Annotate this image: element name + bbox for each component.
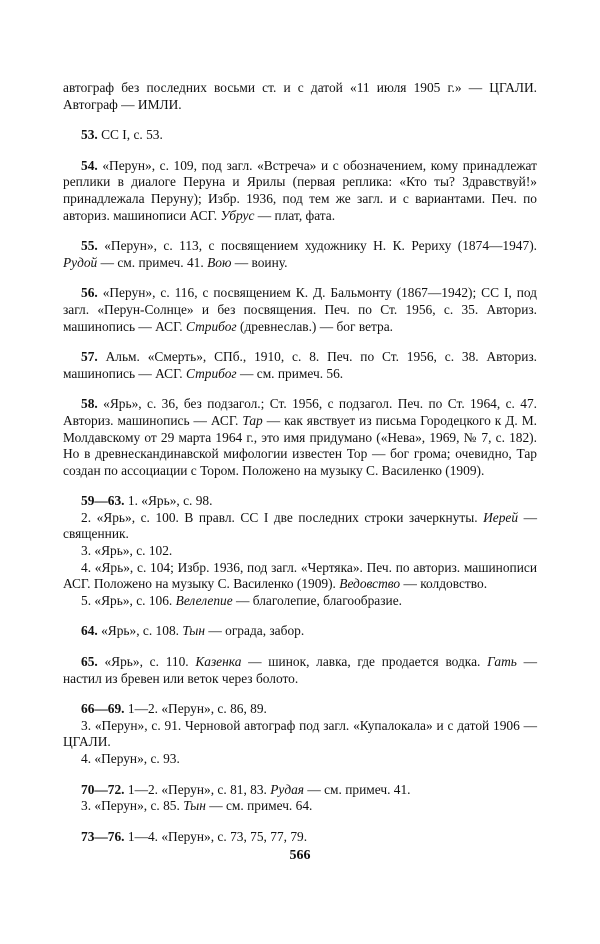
note-number: 58.: [81, 396, 98, 412]
note-entry: [63, 238, 537, 271]
note-text: — благолепие, благообразие.: [232, 592, 402, 608]
note-paragraph: [63, 560, 537, 593]
note-paragraph: [63, 701, 537, 718]
italic-term: Ведовство: [339, 576, 401, 592]
italic-term: Вою: [207, 254, 232, 270]
note-text: 3. «Ярь», с. 102.: [81, 543, 173, 559]
note-paragraph: [63, 238, 537, 271]
italic-term: Гать: [487, 654, 517, 670]
note-paragraph: [63, 718, 537, 751]
note-text: «Ярь», с. 36, без подзагол.; Ст. 1956, с подзагол. Печ. по Ст. 1964, с. 47. Авториз. машинопись — АСГ.: [63, 396, 537, 428]
note-number: 55.: [81, 238, 98, 254]
note-text: «Ярь», с. 108.: [97, 623, 183, 639]
italic-term: Велелепие: [175, 592, 233, 608]
note-entry: [63, 701, 537, 767]
notes-body: [63, 80, 537, 859]
note-text: — воину.: [231, 254, 288, 270]
note-number: 66—69.: [81, 701, 125, 717]
note-text: 4. «Перун», с. 93.: [81, 751, 180, 766]
note-text: — плат, фата.: [254, 207, 336, 223]
note-number: 73—76.: [81, 828, 125, 844]
note-entry: [63, 782, 537, 815]
note-entry: [63, 493, 537, 609]
note-text: — см. примеч. 56.: [236, 365, 344, 381]
italic-term: Иерей: [483, 509, 519, 525]
note-number: 70—72.: [81, 781, 125, 797]
note-text: 1—2. «Перун», с. 86, 89.: [124, 701, 267, 717]
note-text: 4. «Ярь», с. 104; Избр. 1936, под загл. «Чертяка». Печ. по авториз. машинописи АСГ. Положено на музыку С. Василенко (1909).: [63, 559, 537, 592]
note-text: автограф без последних восьми ст. и с датой «11 июля 1905 г.» — ЦГАЛИ. Автограф — ИМЛИ.: [63, 80, 537, 112]
note-text: «Ярь», с. 110.: [97, 654, 196, 670]
note-text: 1—2. «Перун», с. 81, 83.: [124, 781, 271, 797]
note-paragraph: [63, 798, 537, 815]
note-text: — см. примеч. 64.: [205, 798, 313, 814]
note-text: 3. «Перун», с. 85.: [81, 798, 184, 814]
note-number: 64.: [81, 623, 98, 639]
note-text: 1—4. «Перун», с. 73, 75, 77, 79.: [124, 828, 308, 844]
italic-term: Казенка: [195, 654, 242, 670]
note-paragraph: [63, 782, 537, 799]
note-text: — см. примеч. 41.: [97, 254, 208, 270]
note-paragraph: [63, 127, 537, 144]
note-paragraph: [63, 510, 537, 543]
italic-term: Убрус: [220, 207, 255, 223]
note-text: — шинок, лавка, где продается водка.: [241, 654, 488, 670]
note-number: 54.: [81, 157, 98, 173]
note-entry: [63, 80, 537, 113]
italic-term: Стрибог: [186, 318, 237, 334]
italic-term: Тын: [183, 798, 206, 814]
note-paragraph: [63, 623, 537, 640]
note-number: 53.: [81, 127, 98, 143]
note-text: — ограда, забор.: [205, 623, 305, 639]
note-entry: [63, 654, 537, 687]
note-text: Альм. «Смерть», СПб., 1910, с. 8. Печ. по Ст. 1956, с. 38. Авториз. машинопись — АСГ.: [63, 349, 537, 381]
note-paragraph: [63, 593, 537, 610]
note-text: 1. «Ярь», с. 98.: [124, 493, 213, 509]
page-number: 566: [289, 848, 311, 863]
note-paragraph: [63, 158, 537, 224]
note-text: 2. «Ярь», с. 100. В правл. СС I две последних строки зачеркнуты.: [81, 509, 484, 525]
italic-term: Тын: [182, 623, 206, 639]
note-number: 59—63.: [81, 493, 125, 509]
note-text: — настил из бревен или веток через болото.: [63, 654, 537, 686]
note-text: «Перун», с. 116, с посвящением К. Д. Бальмонту (1867—1942); СС I, под загл. «Перун-Солнце» и без посвящения. Печ. по Ст. 1956, с. 35. Авториз. машинопись — АСГ.: [63, 285, 537, 334]
note-entry: [63, 127, 537, 144]
note-number: 57.: [81, 349, 98, 365]
note-entry: [63, 396, 537, 479]
note-text: 3. «Перун», с. 91. Черновой автограф под загл. «Купалокала» и с датой 1906 — ЦГАЛИ.: [63, 717, 537, 750]
note-paragraph: [63, 349, 537, 382]
italic-term: Рудая: [270, 781, 305, 797]
note-text: (древнеслав.) — бог ветра.: [236, 318, 394, 334]
note-entry: [63, 158, 537, 224]
note-entry: [63, 349, 537, 382]
italic-term: Стрибог: [186, 365, 237, 381]
note-entry: [63, 285, 537, 335]
italic-term: Тар: [242, 412, 263, 428]
note-paragraph: [63, 396, 537, 479]
note-paragraph: [63, 543, 537, 560]
note-text: СС I, с. 53.: [97, 127, 163, 143]
note-text: 5. «Ярь», с. 106.: [81, 592, 176, 608]
note-number: 65.: [81, 654, 98, 670]
italic-term: Рудой: [63, 254, 98, 270]
note-number: 56.: [81, 285, 98, 301]
note-entry: [63, 829, 537, 846]
note-text: «Перун», с. 113, с посвящением художнику Н. К. Рериху (1874—1947).: [97, 238, 537, 254]
note-text: «Перун», с. 109, под загл. «Встреча» и с обозначением, кому принадлежат реплики в диалоге Перуна и Ярилы (первая реплика: «Кто ты? Здравствуй!» принадлежала Перуну); Избр. 1936, под тем же загл. и с вариантами. Печ. по авториз. машинописи АСГ.: [63, 157, 537, 223]
note-paragraph: [63, 654, 537, 687]
note-paragraph: [63, 829, 537, 846]
note-paragraph: [63, 493, 537, 510]
note-paragraph: [63, 80, 537, 113]
note-text: — см. примеч. 41.: [304, 781, 411, 797]
note-text: — как явствует из письма Городецкого к Д. М. Молдавскому от 29 марта 1964 г., это имя придумано («Нева», 1969, № 7, с. 182). Но в древнескандинавской мифологии известен Тор — бог грома; очевидно, Тар создан по ассоциации с Тором. Положено на музыку С. Василенко (1909).: [63, 412, 537, 478]
note-paragraph: [63, 751, 537, 768]
note-paragraph: [63, 285, 537, 335]
note-text: — священник.: [63, 509, 537, 542]
note-text: — колдовство.: [400, 576, 488, 592]
note-entry: [63, 623, 537, 640]
